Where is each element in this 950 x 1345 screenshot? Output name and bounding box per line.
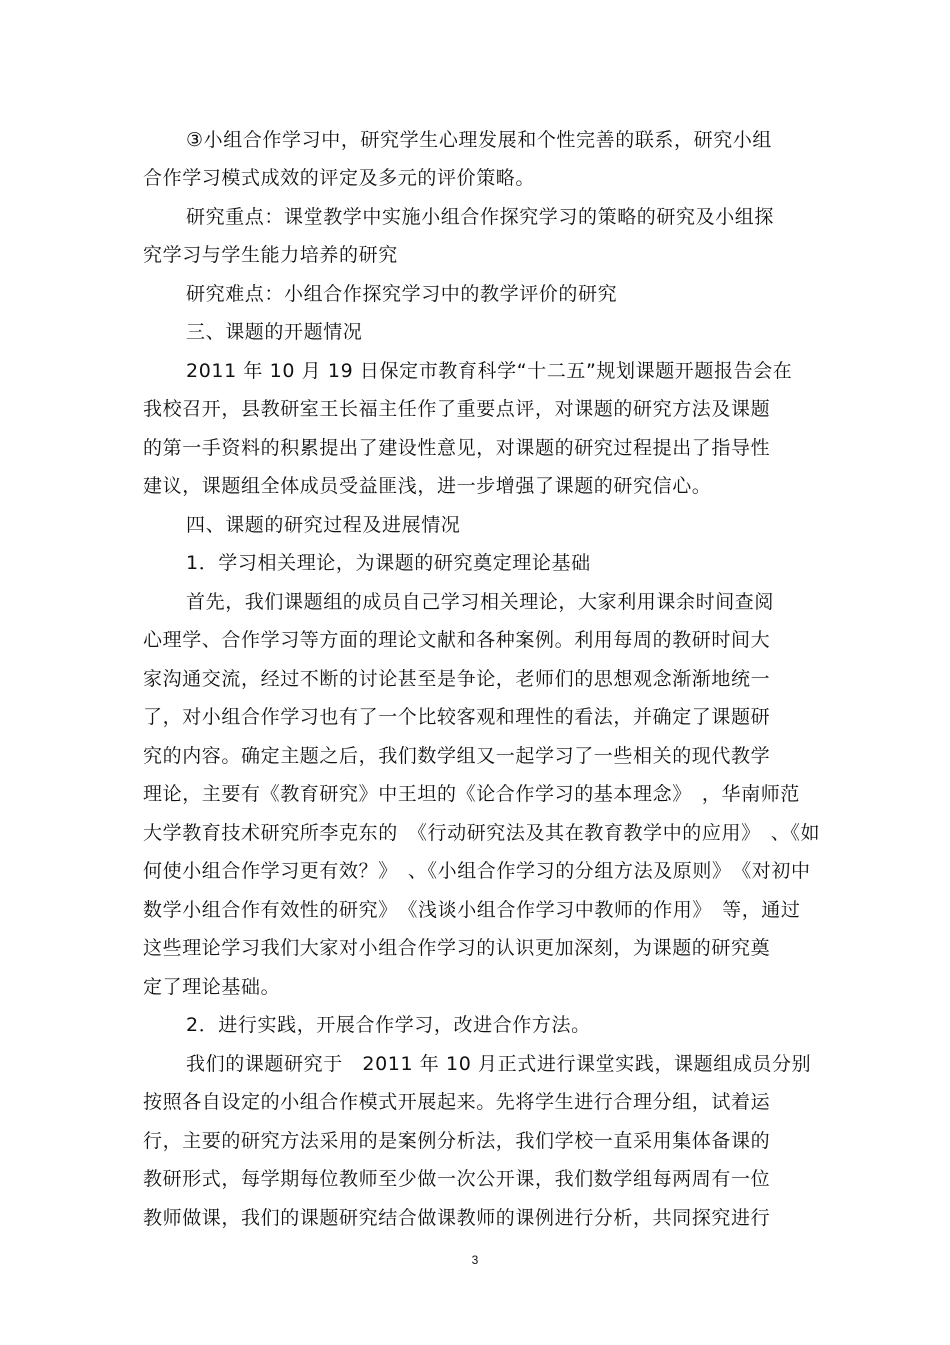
text-line: 数学小组合作有效性的研究》 《浅谈小组合作学习中教师的作用》 等，通过 [143, 899, 801, 921]
text-line: 2011 年 10 月 19 日保定市教育科学“十二五”规划课题开题报告会在 [186, 360, 793, 382]
subsection-heading: 1．学习相关理论，为课题的研究奠定理论基础 [186, 552, 591, 574]
text-line: 研究难点：小组合作探究学习中的教学评价的研究 [186, 283, 618, 305]
text-line: 首先，我们课题组的成员自己学习相关理论，大家利用课余时间查阅 [186, 591, 775, 613]
text-line: 教研形式，每学期每位教师至少做一次公开课，我们数学组每两周有一位 [143, 1168, 771, 1190]
text-line: 这些理论学习我们大家对小组合作学习的认识更加深刻，为课题的研究奠 [143, 937, 771, 959]
text-line: 的第一手资料的积累提出了建设性意见，对课题的研究过程提出了指导性 [143, 437, 771, 459]
text-line: 究学习与学生能力培养的研究 [143, 244, 398, 266]
text-line: 究的内容。确定主题之后，我们数学组又一起学习了一些相关的现代教学 [143, 745, 771, 767]
text-line: 研究重点：课堂教学中实施小组合作探究学习的策略的研究及小组探 [186, 206, 775, 228]
section-heading: 三、课题的开题情况 [186, 321, 363, 343]
subsection-heading: 2．进行实践，开展合作学习，改进合作方法。 [186, 1014, 591, 1036]
text-line: 心理学、合作学习等方面的理论文献和各种案例。利用每周的教研时间大 [143, 629, 771, 651]
section-heading: 四、课题的研究过程及进展情况 [186, 514, 461, 536]
text-line: 行，主要的研究方法采用的是案例分析法，我们学校一直采用集体备课的 [143, 1130, 771, 1152]
text-line: 合作学习模式成效的评定及多元的评价策略。 [143, 167, 536, 189]
text-line: ③小组合作学习中，研究学生心理发展和个性完善的联系，研究小组 [186, 129, 773, 151]
text-line: 大学教育技术研究所李克东的 《行动研究法及其在教育教学中的应用》 、《如 [143, 822, 821, 844]
text-line: 我们的课题研究于 2011 年 10 月正式进行课堂实践，课题组成员分别 [186, 1053, 812, 1075]
text-line: 定了理论基础。 [143, 976, 281, 998]
text-line: 建议，课题组全体成员受益匪浅，进一步增强了课题的研究信心。 [143, 475, 712, 497]
text-line: 何使小组合作学习更有效？》 、《小组合作学习的分组方法及原则》 《对初中 [143, 860, 811, 882]
text-line: 我校召开，县教研室王长福主任作了重要点评，对课题的研究方法及课题 [143, 398, 771, 420]
text-line: 了，对小组合作学习也有了一个比较客观和理性的看法，并确定了课题研 [143, 706, 771, 728]
text-line: 教师做课，我们的课题研究结合做课教师的课例进行分析，共同探究进行 [143, 1207, 771, 1229]
text-line: 按照各自设定的小组合作模式开展起来。先将学生进行合理分组，试着运 [143, 1091, 771, 1113]
page-number: 3 [471, 1253, 479, 1267]
text-line: 理论，主要有《教育研究》中王坦的《论合作学习的基本理念》 ，华南师范 [143, 783, 800, 805]
text-line: 家沟通交流，经过不断的讨论甚至是争论，老师们的思想观念渐渐地统一 [143, 668, 771, 690]
